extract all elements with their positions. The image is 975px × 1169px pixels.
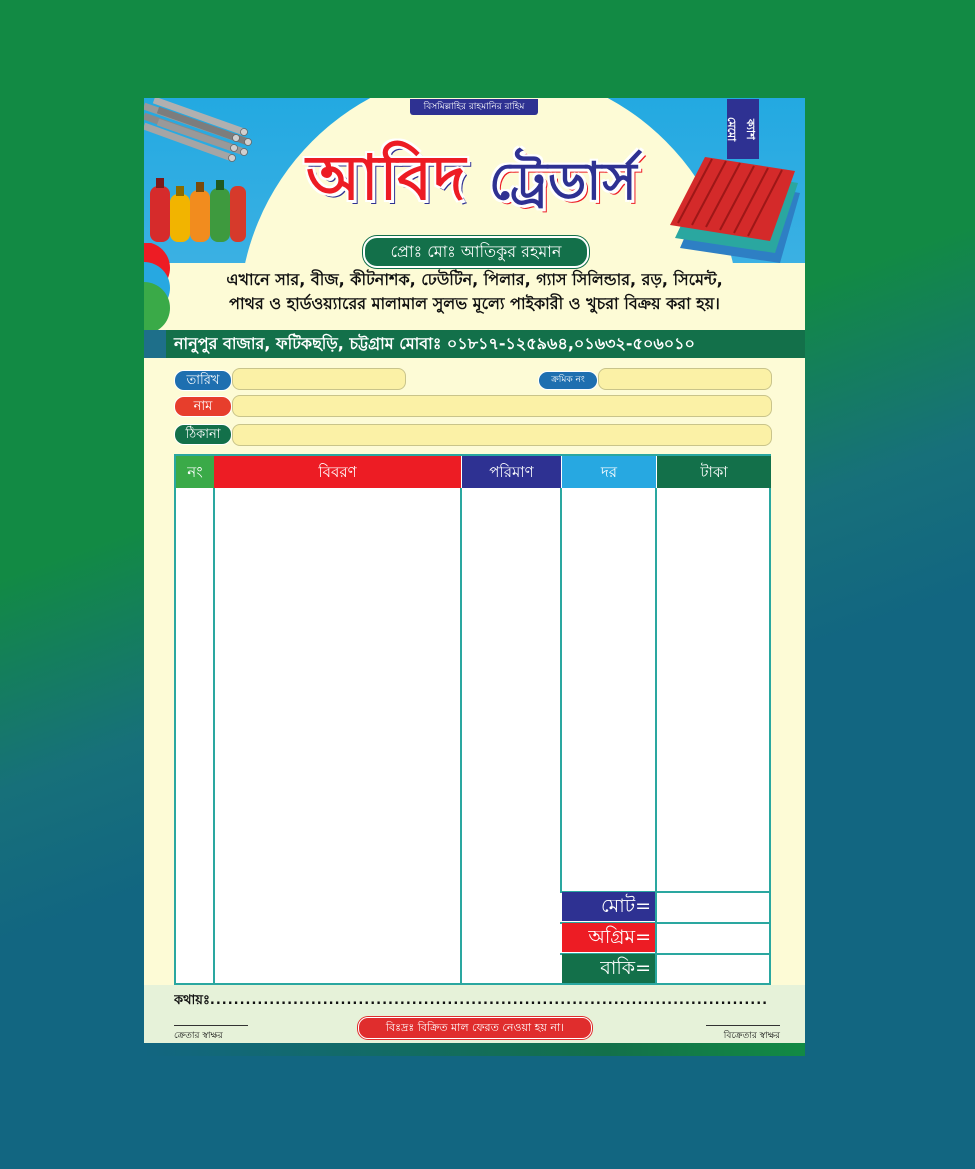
- cash-memo: [144, 98, 805, 1056]
- column-divider: [213, 488, 215, 985]
- gas-cylinders-icon: [148, 176, 248, 244]
- proprietor-badge: প্রোঃ মোঃ আতিকুর রহমান: [363, 236, 589, 268]
- address-bar-accent: [144, 330, 166, 358]
- column-header-rate: দর: [562, 456, 656, 488]
- shop-name-part1: আবিদ: [306, 141, 467, 214]
- advance-label: অগ্রিম=: [562, 923, 655, 952]
- column-header-quantity: পরিমাণ: [462, 456, 561, 488]
- name-label: নাম: [174, 396, 232, 417]
- due-label: বাকি=: [562, 954, 655, 983]
- column-header-serial: নং: [176, 456, 214, 488]
- serial-label: ক্রমিক নং: [538, 371, 598, 390]
- description-line1: এখানে সার, বীজ, কীটনাশক, ঢেউটিন, পিলার, গ্যাস সিলিন্ডার, রড়, সিমেন্ট,: [226, 270, 723, 289]
- cash-memo-tag-line1: ক্যাশ: [744, 118, 757, 140]
- shop-name-part2: ট্রেডার্স: [489, 151, 638, 212]
- return-notice: বিঃদ্রঃ বিক্রিত মাল ফেরত নেওয়া হয় না।: [358, 1017, 592, 1039]
- description-line2: পাথর ও হার্ডওয়্যারের মালামাল সুলভ মূল্যে পাইকারী ও খুচরা বিক্রয় করা হয়।: [229, 294, 720, 313]
- bottom-color-bar: [144, 1043, 805, 1056]
- steel-rods-icon: [144, 98, 254, 168]
- column-header-amount: টাকা: [657, 456, 771, 488]
- serial-field[interactable]: [598, 368, 772, 390]
- column-divider: [560, 488, 562, 892]
- in-words-dotted-line[interactable]: ..............................................................................................: [209, 993, 769, 1008]
- in-words-label: কথায়ঃ: [174, 993, 210, 1008]
- buyer-signature: ক্রেতার স্বাক্ষর: [174, 1025, 248, 1043]
- name-field[interactable]: [232, 395, 772, 417]
- shop-name: [262, 138, 682, 218]
- seller-signature: বিক্রেতার স্বাক্ষর: [706, 1025, 780, 1043]
- amount-in-words-line: [174, 991, 771, 1012]
- address-bar: নানুপুর বাজার, ফটিকছড়ি, চট্টগ্রাম মোবাঃ ০১৮১৭-১২৫৯৬৪,০১৬৩২-৫০৬০১০: [144, 330, 805, 358]
- total-label: মোট=: [562, 892, 655, 921]
- memo-footer: [144, 985, 805, 1043]
- business-description: [144, 268, 805, 316]
- address-label: ঠিকানা: [174, 424, 232, 445]
- address-field[interactable]: [232, 424, 772, 446]
- column-divider: [460, 488, 462, 985]
- memo-header: [144, 98, 805, 328]
- column-header-description: বিবরণ: [214, 456, 461, 488]
- cash-memo-tag: [727, 99, 759, 159]
- column-divider: [655, 488, 657, 985]
- bismillah-banner: বিসমিল্লাহির রাহমানির রাহিম: [410, 99, 538, 115]
- items-table: [174, 454, 771, 985]
- tin-sheets-icon: [670, 153, 805, 273]
- date-field[interactable]: [232, 368, 406, 390]
- cash-memo-tag-line2: মেমো: [725, 116, 738, 142]
- date-label: তারিখ: [174, 370, 232, 391]
